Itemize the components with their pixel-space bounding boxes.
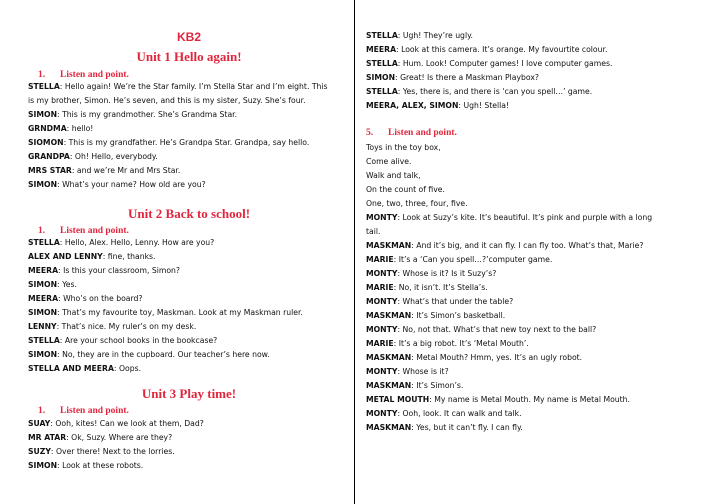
speaker: MEERA xyxy=(28,294,59,303)
speaker: METAL MOUTH xyxy=(366,395,430,404)
dialogue-line: MRS STAR: and we’re Mr and Mrs Star. xyxy=(28,166,181,175)
speech: Who’s on the board? xyxy=(63,294,143,303)
speech: Great! Is there a Maskman Playbox? xyxy=(400,73,539,82)
speech: What’s your name? How old are you? xyxy=(62,180,206,189)
speaker: MARIE xyxy=(366,339,394,348)
dialogue-line: MASKMAN: It’s Simon’s. xyxy=(366,381,464,390)
unit-1-title: Unit 1 Hello again! xyxy=(136,49,242,64)
speech: Look at this camera. It’s orange. My favourtite colour. xyxy=(401,45,608,54)
speech: What’s that under the table? xyxy=(402,297,514,306)
speaker: STELLA xyxy=(366,59,398,68)
section-number: 5. xyxy=(366,128,374,138)
dialogue-line: MONTY: Whose is it? Is it Suzy’s? xyxy=(366,269,497,278)
dialogue-line: STELLA: Are your school books in the bookcase? xyxy=(28,336,218,345)
speech: and we’re Mr and Mrs Star. xyxy=(76,166,181,175)
unit-2-section-heading xyxy=(38,226,129,236)
section-title: Listen and point. xyxy=(60,406,129,416)
speech: is my brother, Simon. He’s seven, and this is my sister, Suzy. She’s four. xyxy=(28,96,306,105)
speaker: SIMON xyxy=(28,110,58,119)
dialogue-line: LENNY: That’s nice. My ruler’s on my desk. xyxy=(28,322,197,331)
unit-1-section-heading xyxy=(38,70,129,80)
dialogue-line: MARIE: It’s a ‘Can you spell…?’computer game. xyxy=(366,255,553,264)
dialogue-line: MEERA: Is this your classroom, Simon? xyxy=(28,266,181,275)
speech: hello! xyxy=(71,124,94,133)
speaker: MONTY xyxy=(366,269,398,278)
speaker: MRS STAR xyxy=(28,166,72,175)
speaker: SUAY xyxy=(28,419,51,428)
dialogue-line: MONTY: Whose is it? xyxy=(366,367,449,376)
dialogue-line: SIOMON: This is my grandfather. He’s Grandpa Star. Grandpa, say hello. xyxy=(28,138,310,147)
speaker: GRANDPA xyxy=(28,152,70,161)
speaker: STELLA xyxy=(366,87,398,96)
speaker: SIMON xyxy=(28,461,58,470)
speech: fine, thanks. xyxy=(107,252,156,261)
speaker: MASKMAN xyxy=(366,311,412,320)
speech: Ooh, look. It can walk and talk. xyxy=(402,409,522,418)
section-title: Listen and point. xyxy=(388,128,457,138)
speech: And it’s big, and it can fly. I can fly too. What’s that, Marie? xyxy=(416,241,644,250)
section-number: 1. xyxy=(38,226,46,236)
speaker: STELLA xyxy=(28,82,60,91)
dialogue-line: SUAY: Ooh, kites! Can we look at them, Dad? xyxy=(28,419,204,428)
speech: Hum. Look! Computer games! I love computer games. xyxy=(402,59,613,68)
speech: That’s my favourite toy, Maskman. Look at my Maskman ruler. xyxy=(62,308,303,317)
poem-line: Toys in the toy box, xyxy=(366,143,441,152)
dialogue-line: MR ATAR: Ok, Suzy. Where are they? xyxy=(28,433,173,442)
dialogue-line: ALEX AND LENNY: fine, thanks. xyxy=(28,252,156,261)
speech: Look at these robots. xyxy=(62,461,144,470)
speech: Look at Suzy’s kite. It’s beautiful. It’s pink and purple with a long xyxy=(402,213,653,222)
unit-3-title: Unit 3 Play time! xyxy=(141,386,237,401)
speaker: MASKMAN xyxy=(366,423,412,432)
unit-3-section-heading xyxy=(38,406,129,416)
dialogue-line: STELLA: Hello, Alex. Hello, Lenny. How are you? xyxy=(28,238,215,247)
speaker: MONTY xyxy=(366,409,398,418)
speech: No, not that. What’s that new toy next to the ball? xyxy=(402,325,597,334)
speaker: MARIE xyxy=(366,255,394,264)
section-number: 1. xyxy=(38,70,46,80)
speech: This is my grandmother. She’s Grandma Star. xyxy=(62,110,238,119)
speech: It’s Simon’s. xyxy=(416,381,464,390)
dialogue-line: STELLA: Hello again! We’re the Star family. I’m Stella Star and I’m eight. This xyxy=(28,82,328,91)
section-title: Listen and point. xyxy=(60,70,129,80)
speaker: SIMON xyxy=(28,180,58,189)
document-title: KB2 xyxy=(176,30,201,44)
dialogue-line: MONTY: What’s that under the table? xyxy=(366,297,514,306)
dialogue-line: MASKMAN: Metal Mouth? Hmm, yes. It’s an ugly robot. xyxy=(366,353,583,362)
speaker: MASKMAN xyxy=(366,241,412,250)
poem-line: One, two, three, four, five. xyxy=(366,199,468,208)
speaker: SIMON xyxy=(366,73,396,82)
speech: Over there! Next to the lorries. xyxy=(55,447,175,456)
speech: Whose is it? xyxy=(402,367,449,376)
dialogue-line: SUZY: Over there! Next to the lorries. xyxy=(28,447,175,456)
speaker: GRNDMA xyxy=(28,124,67,133)
dialogue-line: SIMON: No, they are in the cupboard. Our teacher’s here now. xyxy=(28,350,270,359)
speaker: SUZY xyxy=(28,447,51,456)
speech: That’s nice. My ruler’s on my desk. xyxy=(61,322,197,331)
dialogue-line: MONTY: No, not that. What’s that new toy next to the ball? xyxy=(366,325,597,334)
speech: Yes, there is, and there is ‘can you spell…’ game. xyxy=(402,87,593,96)
dialogue-line: STELLA: Ugh! They’re ugly. xyxy=(366,31,473,40)
speech: Ok, Suzy. Where are they? xyxy=(71,433,173,442)
speech: tail. xyxy=(366,227,381,236)
dialogue-line: METAL MOUTH: My name is Metal Mouth. My name is Metal Mouth. xyxy=(366,395,630,404)
speech: Hello again! We’re the Star family. I’m Stella Star and I’m eight. This xyxy=(64,82,328,91)
speaker: MONTY xyxy=(366,325,398,334)
speaker: MR ATAR xyxy=(28,433,67,442)
speech: My name is Metal Mouth. My name is Metal Mouth. xyxy=(434,395,630,404)
dialogue-line: MEERA: Who’s on the board? xyxy=(28,294,143,303)
speech: Hello, Alex. Hello, Lenny. How are you? xyxy=(64,238,215,247)
dialogue-line: MASKMAN: It’s Simon’s basketball. xyxy=(366,311,506,320)
speech: No, it isn’t. It’s Stella’s. xyxy=(398,283,488,292)
unit-2-title: Unit 2 Back to school! xyxy=(127,206,251,221)
dialogue-line: GRNDMA: hello! xyxy=(28,124,94,133)
dialogue-line: SIMON: Look at these robots. xyxy=(28,461,144,470)
speech: Are your school books in the bookcase? xyxy=(64,336,218,345)
speaker: STELLA xyxy=(28,238,60,247)
poem-line: Walk and talk, xyxy=(366,171,421,180)
speaker: SIMON xyxy=(28,308,58,317)
speech: Yes. xyxy=(62,280,77,289)
speaker: LENNY xyxy=(28,322,57,331)
dialogue-line: SIMON: What’s your name? How old are you? xyxy=(28,180,206,189)
speech: Is this your classroom, Simon? xyxy=(63,266,181,275)
speech: Whose is it? Is it Suzy’s? xyxy=(402,269,497,278)
speaker: MARIE xyxy=(366,283,394,292)
speech: This is my grandfather. He’s Grandpa Star. Grandpa, say hello. xyxy=(68,138,310,147)
dialogue-line: STELLA: Yes, there is, and there is ‘can you spell…’ game. xyxy=(366,87,593,96)
dialogue-line: GRANDPA: Oh! Hello, everybody. xyxy=(28,152,158,161)
speaker: STELLA xyxy=(366,31,398,40)
speaker: MONTY xyxy=(366,297,398,306)
section-number: 1. xyxy=(38,406,46,416)
speech: It’s a big robot. It’s ‘Metal Mouth’. xyxy=(398,339,529,348)
speaker: MASKMAN xyxy=(366,381,412,390)
poem-line: Come alive. xyxy=(366,157,412,166)
speaker: ALEX AND LENNY xyxy=(28,252,103,261)
poem-line: On the count of five. xyxy=(366,185,445,194)
dialogue-line: MARIE: No, it isn’t. It’s Stella’s. xyxy=(366,283,488,292)
dialogue-line: MASKMAN: Yes, but it can’t fly. I can fly. xyxy=(366,423,523,432)
speaker: MONTY xyxy=(366,213,398,222)
speech: Metal Mouth? Hmm, yes. It’s an ugly robot. xyxy=(416,353,583,362)
speaker: SIOMON xyxy=(28,138,64,147)
dialogue-line: MONTY: Look at Suzy’s kite. It’s beautiful. It’s pink and purple with a long xyxy=(366,213,653,222)
dialogue-line xyxy=(366,227,380,237)
speech: Oh! Hello, everybody. xyxy=(74,152,158,161)
speech: Yes, but it can’t fly. I can fly. xyxy=(416,423,523,432)
section-title: Listen and point. xyxy=(60,226,129,236)
speaker: SIMON xyxy=(28,280,58,289)
column-divider xyxy=(354,0,355,504)
dialogue-line: MARIE: It’s a big robot. It’s ‘Metal Mouth’. xyxy=(366,339,529,348)
dialogue-line: MONTY: Ooh, look. It can walk and talk. xyxy=(366,409,522,418)
speaker: SIMON xyxy=(28,350,58,359)
dialogue-line: MEERA, ALEX, SIMON: Ugh! Stella! xyxy=(366,101,510,110)
speech: Ugh! Stella! xyxy=(463,101,510,110)
speaker: MONTY xyxy=(366,367,398,376)
speech: Ooh, kites! Can we look at them, Dad? xyxy=(55,419,204,428)
speaker: MEERA, ALEX, SIMON xyxy=(366,101,459,110)
speech: Oops. xyxy=(118,364,142,373)
dialogue-line: SIMON: Yes. xyxy=(28,280,77,289)
section-5-heading xyxy=(366,128,457,138)
speech: It’s a ‘Can you spell…?’computer game. xyxy=(398,255,553,264)
speech: No, they are in the cupboard. Our teacher’s here now. xyxy=(62,350,270,359)
speech: Ugh! They’re ugly. xyxy=(402,31,473,40)
dialogue-line: MASKMAN: And it’s big, and it can fly. I can fly too. What’s that, Marie? xyxy=(366,241,644,250)
dialogue-line: MEERA: Look at this camera. It’s orange. My favourtite colour. xyxy=(366,45,608,54)
dialogue-line: STELLA AND MEERA: Oops. xyxy=(28,364,142,373)
speaker: MEERA xyxy=(28,266,59,275)
speaker: STELLA AND MEERA xyxy=(28,364,114,373)
speaker: MASKMAN xyxy=(366,353,412,362)
speech: It’s Simon’s basketball. xyxy=(416,311,506,320)
dialogue-line xyxy=(28,96,306,106)
speaker: STELLA xyxy=(28,336,60,345)
dialogue-line: STELLA: Hum. Look! Computer games! I love computer games. xyxy=(366,59,613,68)
dialogue-line: SIMON: This is my grandmother. She’s Grandma Star. xyxy=(28,110,238,119)
speaker: MEERA xyxy=(366,45,397,54)
dialogue-line: SIMON: That’s my favourite toy, Maskman. Look at my Maskman ruler. xyxy=(28,308,303,317)
dialogue-line: SIMON: Great! Is there a Maskman Playbox? xyxy=(366,73,539,82)
